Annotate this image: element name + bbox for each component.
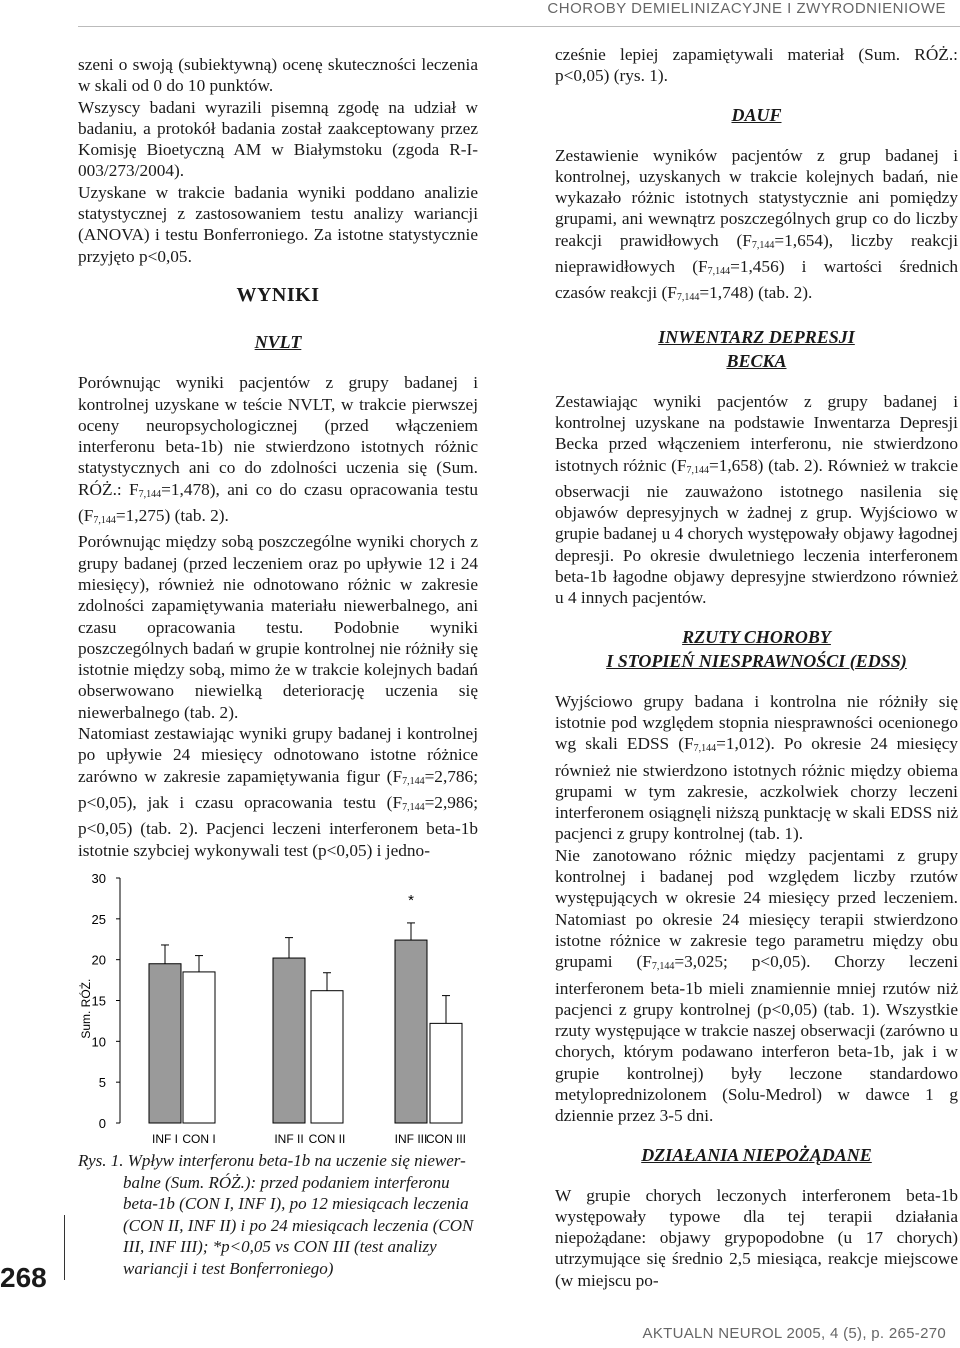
y-axis-label: Sum. RÓŻ.: [79, 978, 93, 1039]
category-label: CON III: [425, 1132, 467, 1146]
figure-caption: [78, 1150, 480, 1279]
left-column: [78, 54, 478, 861]
paragraph: Nie zanotowano różnic między pacjentami z grupy kontrolnej i badanej pod względem liczby rzutów występujących w okresie 24 miesięcy przed leczeniem. Natomiast po okresie 24 miesięcy terapii stwierdzono istotne różnice w zakresie tego parametru między obu grupami ($F_{7,144}=3,025$; p<0,05). Chorzy leczeni interferonem beta-1b mieli znamiennie mniej rzutów niż pacjenci z grupy kontrolnej (p<0,05) (tab. 1). Wszystkie rzuty występujące w trakcie naszej obserwacji (zarówno u chorych, którym podawano interferon beta-1b, jak i w grupie kontrolnej) były leczone standardowo metyloprednizolonem (Solu-Medrol) w dawce 1 g dziennie przez 3-5 dni.: [555, 845, 958, 1126]
y-tick-label: 10: [91, 1034, 106, 1050]
bar-chart: [70, 860, 490, 1150]
y-tick-label: 25: [91, 911, 106, 927]
paragraph: cześnie lepiej zapamiętywali materiał (Sum. RÓŻ.: p<0,05) (rys. 1).: [555, 45, 958, 86]
section-heading-adverse: DZIAŁANIA NIEPOŻĄDANE: [641, 1144, 872, 1165]
section-heading-edss-line2: I STOPIEŃ NIESPRAWNOŚCI (EDSS): [606, 650, 907, 671]
caption-first-line: Rys. 1. Wpływ interferonu beta-1b na uczenie się niewer-: [78, 1151, 466, 1170]
category-label: CON I: [182, 1132, 216, 1146]
bar: [273, 958, 305, 1123]
section-heading-nvlt: NVLT: [254, 332, 302, 353]
section-heading-edss-line1: RZUTY CHOROBY: [682, 626, 831, 647]
bar: [311, 991, 343, 1123]
page-number-rule: [64, 1215, 65, 1280]
caption-rest: balne (Sum. RÓŻ.): przed podaniem interferonu beta-1b (CON I, INF I), po 12 miesiącach leczenia (CON II, INF II) i po 24 miesiącach leczenia (CON III, INF III); *p<0,05 vs CON III (test analizy wariancji i test Bonferroniego): [123, 1172, 474, 1278]
paragraph: Zestawienie wyników pacjentów z grup badanej i kontrolnej, uzyskanych w trakcie kolejnych badań, nie wykazało różnic istotnych statystycznie ani pomiędzy grupami, ani wewnątrz poszczególnych grup co do liczby reakcji prawidłowych $(F_{7,144}=1,654)$, liczby reakcji nieprawidłowych $(F_{7,144}=1,456)$ i wartości średnich czasów reakcji $(F_{7,144}=1,748)$ (tab. 2).: [555, 145, 958, 304]
section-heading-beck-line1: INWENTARZ DEPRESJI: [658, 326, 855, 347]
section-heading-dauf: DAUF: [731, 104, 782, 125]
page-number: 268: [0, 1262, 47, 1293]
paragraph: Wszyscy badani wyrazili pisemną zgodę na udział w badaniu, a protokół badania został zaakceptowany przez Komisję Bioetyczną AM w Białymstoku (zgoda R-I-003/273/2004).: [78, 97, 478, 181]
y-tick-label: 15: [91, 993, 106, 1009]
paragraph: Natomiast zestawiając wyniki grupy badanej i kontrolnej po upływie 24 miesięcy odnotowano istotne różnice zarówno w zakresie zapamiętywania figur ($F_{7,144}=2,786$; p<0,05), jak i czasu opracowania testu ($F_{7,144}=2,986$; p<0,05) (tab. 2). Pacjenci leczeni interferonem beta-1b istotnie szybciej wykonywali test (p<0,05) i jedno-: [78, 724, 478, 860]
paragraph: W grupie chorych leczonych interferonem beta-1b występowały typowe dla tej terapii działania niepożądane: objawy grypopodobne (u 17 chorych) utrzymujące się średnio 2,5 miesiąca, reakcje miejscowe (w miejscu po-: [555, 1185, 958, 1290]
category-label: INF II: [274, 1132, 304, 1146]
y-tick-label: 0: [98, 1116, 106, 1131]
y-tick-label: 20: [91, 952, 106, 968]
paragraph: Uzyskane w trakcie badania wyniki poddano analizie statystycznej z zastosowaniem testu analizy wariancji (ANOVA) i testu Bonferroniego. Za istotne statystycznie przyjęto p<0,05.: [78, 182, 478, 266]
paragraph: Porównując wyniki pacjentów z grupy badanej i kontrolnej uzyskane w teście NVLT, w trakcie pierwszej oceny neuropsychologicznej (przed włączeniem interferonu beta-1b) nie stwierdzono istotnych różnic statystycznych ani co do zdolności uczenia się (Sum. RÓŻ.: $F_{7,144}=1,478$), ani co do czasu opracowania testu $(F_{7,144}=1,275)$ (tab. 2).: [78, 373, 478, 527]
bar: [430, 1023, 462, 1123]
running-header: CHOROBY DEMIELINIZACYJNE I ZWYRODNIENIOWE: [547, 0, 946, 17]
paragraph: Wyjściowo grupy badana i kontrolna nie różniły się istotnie pod względem stopnia niesprawności ocenionego wg skali EDSS $(F_{7,144}=1,012)$. Po okresie 24 miesięcy również nie stwierdzono istotnych różnic między obiema grupami w tym zakresie, aczkolwiek chorzy leczeni interferonem osiągnęli niższą punktację w skali EDSS niż pacjenci z grupy kontrolnej (tab. 1).: [555, 691, 959, 844]
y-tick-label: 5: [98, 1075, 106, 1091]
header-rule: [78, 26, 960, 27]
section-heading-beck-line2: BECKA: [726, 350, 787, 371]
category-label: INF I: [152, 1132, 178, 1146]
paragraph: Zestawiając wyniki pacjentów z grupy badanej i kontrolnej uzyskane na podstawie Inwentarza Depresji Becka przed włączeniem interferonu, nie stwierdzono istotnych różnic $(F_{7,144}=1,658)$ (tab. 2). Również w trakcie obserwacji nie zauważono istotnego nasilenia się objawów depresyjnych w żadnej z grup. Wyjściowo w grupie badanej u 4 chorych występowały objawy łagodnej depresji. Po okresie dwuletniego leczenia interferonem beta-1b łagodne objawy depresyjne stwierdzono również u 4 innych pacjentów.: [555, 391, 958, 608]
right-column: [555, 44, 958, 1291]
journal-footer: AKTUALN NEUROL 2005, 4 (5), p. 265-270: [642, 1325, 946, 1342]
bar: [395, 940, 427, 1123]
significance-marker: *: [408, 891, 414, 909]
section-heading-wyniki: WYNIKI: [236, 283, 320, 306]
paragraph: szeni o swoją (subiektywną) ocenę skuteczności leczenia w skali od 0 do 10 punktów.: [78, 55, 478, 96]
bar: [183, 972, 215, 1123]
category-label: INF III: [394, 1132, 428, 1146]
y-tick-label: 30: [91, 871, 106, 886]
paragraph: Porównując między sobą poszczególne wyniki chorych z grupy badanej (przed leczeniem oraz po upływie 12 i 24 miesięcy), również nie odnotowano różnic w zakresie zdolności zapamiętywania materiału niewerbalnego, ani czasu opracowania testu. Podobnie wyniki poszczególnych badań w grupie kontrolnej nie różniły się istotnie między sobą, mimo że w trakcie kolejnych badań obserwowano niewielką deteriorację uczenia się niewerbalnego (tab. 2).: [78, 532, 478, 722]
bar: [149, 964, 181, 1123]
category-label: CON II: [308, 1132, 346, 1146]
